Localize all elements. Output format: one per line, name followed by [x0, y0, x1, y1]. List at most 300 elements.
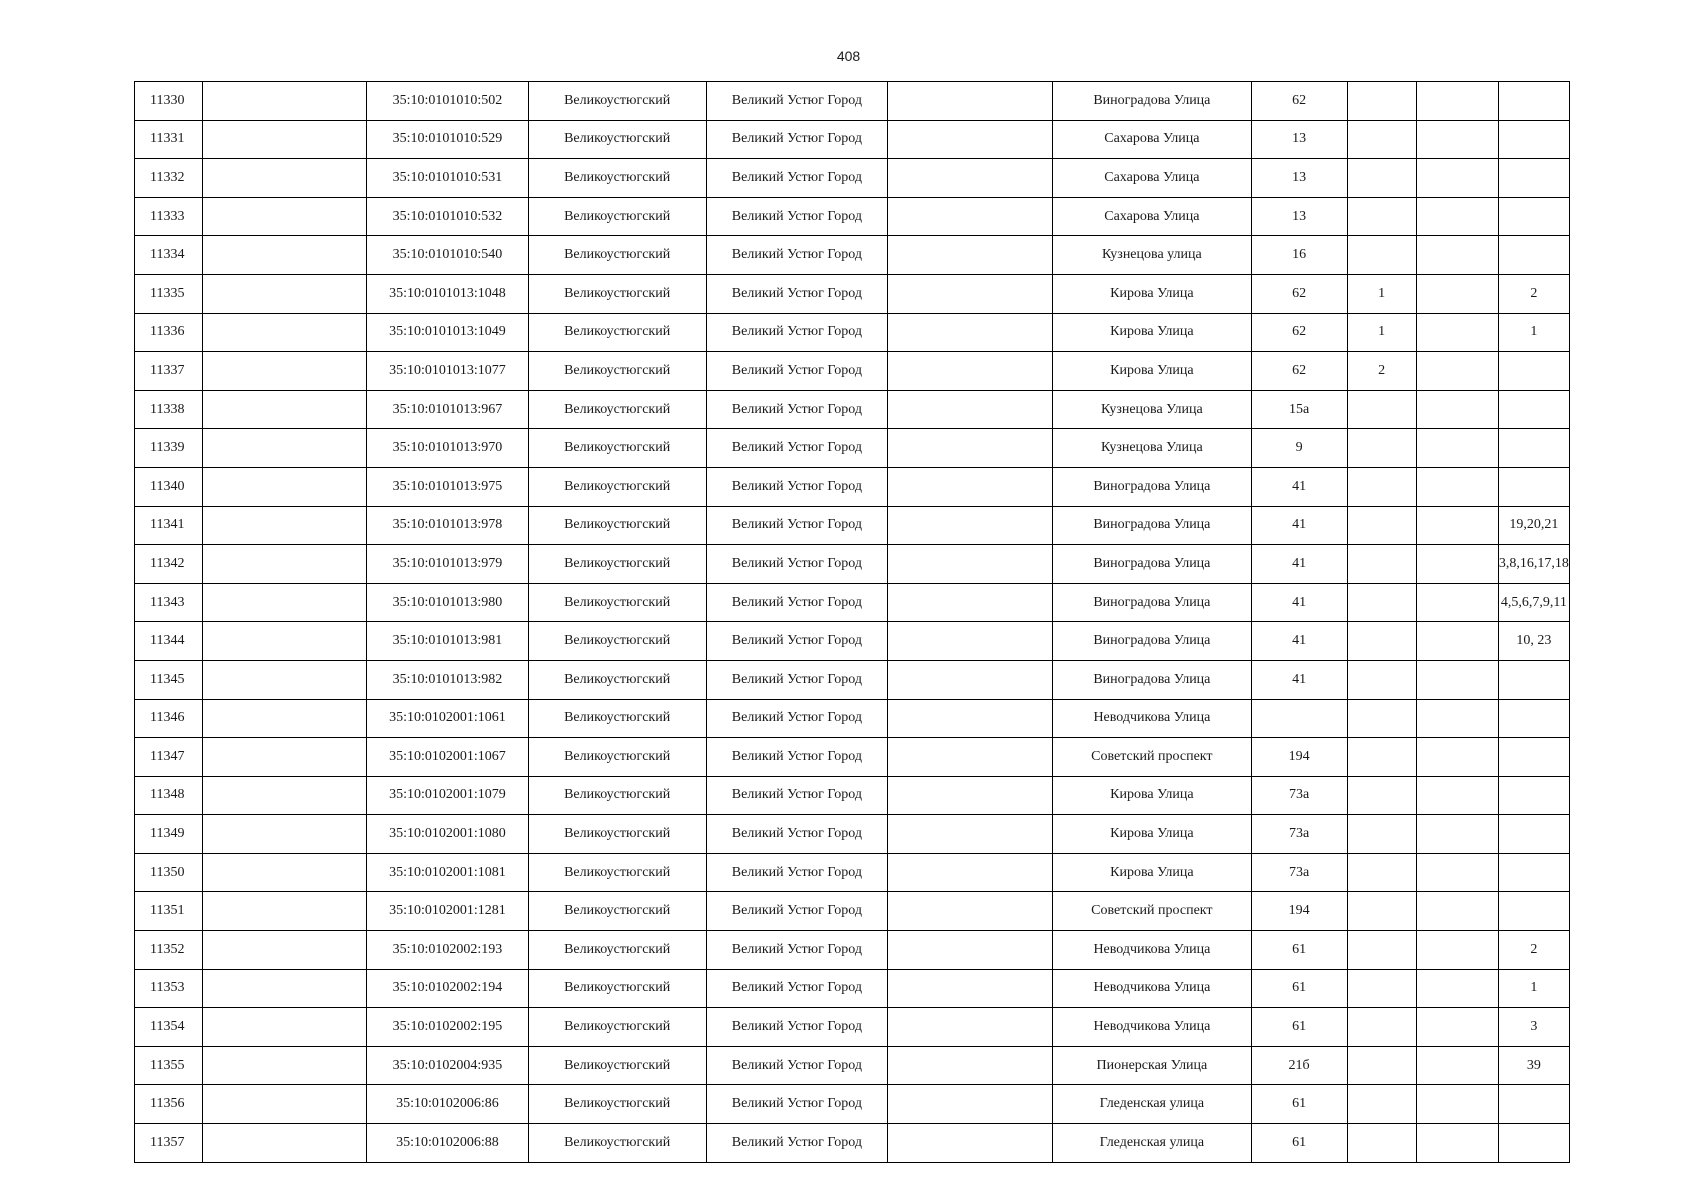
blank-cell: [203, 853, 367, 892]
table-row: [135, 776, 1570, 815]
building-cell: [1347, 969, 1416, 1008]
blank-cell: [203, 776, 367, 815]
building-cell: [1347, 815, 1416, 854]
blank-cell: [888, 892, 1053, 931]
cadastral-number-cell: 35:10:0102006:88: [367, 1124, 528, 1163]
district-cell: Великоустюгский: [528, 506, 706, 545]
cadastral-number-cell: 35:10:0102001:1079: [367, 776, 528, 815]
record-number-cell: 11351: [135, 892, 203, 931]
house-number-cell: 15а: [1251, 390, 1347, 429]
blank-cell: [1416, 892, 1498, 931]
record-number-cell: 11335: [135, 274, 203, 313]
district-cell: Великоустюгский: [528, 660, 706, 699]
apartment-cell: 1: [1498, 969, 1569, 1008]
district-cell: Великоустюгский: [528, 1124, 706, 1163]
blank-cell: [888, 159, 1053, 198]
table-row: [135, 622, 1570, 661]
blank-cell: [203, 815, 367, 854]
settlement-cell: Великий Устюг Город: [706, 313, 887, 352]
blank-cell: [1416, 583, 1498, 622]
table-row: [135, 969, 1570, 1008]
blank-cell: [203, 159, 367, 198]
settlement-cell: Великий Устюг Город: [706, 969, 887, 1008]
district-cell: Великоустюгский: [528, 1085, 706, 1124]
district-cell: Великоустюгский: [528, 313, 706, 352]
record-number-cell: 11340: [135, 467, 203, 506]
building-cell: [1347, 892, 1416, 931]
building-cell: [1347, 738, 1416, 777]
street-cell: Виноградова Улица: [1053, 660, 1251, 699]
apartment-cell: [1498, 120, 1569, 159]
table-row: [135, 1008, 1570, 1047]
building-cell: [1347, 467, 1416, 506]
street-cell: Кузнецова Улица: [1053, 390, 1251, 429]
house-number-cell: 62: [1251, 352, 1347, 391]
blank-cell: [203, 931, 367, 970]
blank-cell: [203, 660, 367, 699]
record-number-cell: 11334: [135, 236, 203, 275]
building-cell: [1347, 622, 1416, 661]
table-row: [135, 1046, 1570, 1085]
cadastral-number-cell: 35:10:0102001:1061: [367, 699, 528, 738]
blank-cell: [1416, 622, 1498, 661]
record-number-cell: 11332: [135, 159, 203, 198]
street-cell: Виноградова Улица: [1053, 622, 1251, 661]
table-row: [135, 390, 1570, 429]
apartment-cell: 4,5,6,7,9,11: [1498, 583, 1569, 622]
blank-cell: [1416, 82, 1498, 121]
house-number-cell: 194: [1251, 738, 1347, 777]
settlement-cell: Великий Устюг Город: [706, 1124, 887, 1163]
house-number-cell: 73а: [1251, 853, 1347, 892]
street-cell: Кирова Улица: [1053, 352, 1251, 391]
building-cell: [1347, 236, 1416, 275]
building-cell: [1347, 120, 1416, 159]
building-cell: [1347, 699, 1416, 738]
house-number-cell: 13: [1251, 120, 1347, 159]
blank-cell: [888, 1124, 1053, 1163]
settlement-cell: Великий Устюг Город: [706, 197, 887, 236]
record-number-cell: 11338: [135, 390, 203, 429]
settlement-cell: Великий Устюг Город: [706, 853, 887, 892]
house-number-cell: 62: [1251, 313, 1347, 352]
district-cell: Великоустюгский: [528, 159, 706, 198]
table-row: [135, 120, 1570, 159]
building-cell: 2: [1347, 352, 1416, 391]
district-cell: Великоустюгский: [528, 1008, 706, 1047]
table-row: [135, 506, 1570, 545]
record-number-cell: 11348: [135, 776, 203, 815]
district-cell: Великоустюгский: [528, 82, 706, 121]
building-cell: [1347, 545, 1416, 584]
record-number-cell: 11333: [135, 197, 203, 236]
blank-cell: [203, 429, 367, 468]
blank-cell: [888, 429, 1053, 468]
table-row: [135, 660, 1570, 699]
street-cell: Гледенская улица: [1053, 1085, 1251, 1124]
apartment-cell: [1498, 197, 1569, 236]
blank-cell: [1416, 236, 1498, 275]
blank-cell: [203, 699, 367, 738]
table-row: [135, 738, 1570, 777]
apartment-cell: [1498, 1085, 1569, 1124]
table-row: [135, 545, 1570, 584]
blank-cell: [203, 583, 367, 622]
apartment-cell: [1498, 429, 1569, 468]
blank-cell: [203, 467, 367, 506]
settlement-cell: Великий Устюг Город: [706, 583, 887, 622]
registry-table: [134, 81, 1570, 1163]
settlement-cell: Великий Устюг Город: [706, 1008, 887, 1047]
settlement-cell: Великий Устюг Город: [706, 931, 887, 970]
blank-cell: [203, 352, 367, 391]
district-cell: Великоустюгский: [528, 815, 706, 854]
table-row: [135, 1124, 1570, 1163]
street-cell: Кузнецова улица: [1053, 236, 1251, 275]
cadastral-number-cell: 35:10:0101010:531: [367, 159, 528, 198]
house-number-cell: 21б: [1251, 1046, 1347, 1085]
district-cell: Великоустюгский: [528, 622, 706, 661]
cadastral-number-cell: 35:10:0102004:935: [367, 1046, 528, 1085]
district-cell: Великоустюгский: [528, 969, 706, 1008]
settlement-cell: Великий Устюг Город: [706, 738, 887, 777]
district-cell: Великоустюгский: [528, 931, 706, 970]
blank-cell: [1416, 1008, 1498, 1047]
blank-cell: [1416, 660, 1498, 699]
record-number-cell: 11354: [135, 1008, 203, 1047]
blank-cell: [888, 1046, 1053, 1085]
settlement-cell: Великий Устюг Город: [706, 274, 887, 313]
cadastral-number-cell: 35:10:0102002:194: [367, 969, 528, 1008]
district-cell: Великоустюгский: [528, 583, 706, 622]
blank-cell: [888, 853, 1053, 892]
street-cell: Неводчикова Улица: [1053, 969, 1251, 1008]
district-cell: Великоустюгский: [528, 352, 706, 391]
table-row: [135, 699, 1570, 738]
record-number-cell: 11346: [135, 699, 203, 738]
blank-cell: [203, 274, 367, 313]
apartment-cell: [1498, 815, 1569, 854]
street-cell: Сахарова Улица: [1053, 159, 1251, 198]
blank-cell: [888, 1085, 1053, 1124]
blank-cell: [888, 197, 1053, 236]
street-cell: Виноградова Улица: [1053, 506, 1251, 545]
blank-cell: [203, 969, 367, 1008]
record-number-cell: 11345: [135, 660, 203, 699]
apartment-cell: [1498, 699, 1569, 738]
blank-cell: [1416, 699, 1498, 738]
table-row: [135, 815, 1570, 854]
cadastral-number-cell: 35:10:0101013:975: [367, 467, 528, 506]
blank-cell: [1416, 197, 1498, 236]
house-number-cell: 62: [1251, 274, 1347, 313]
district-cell: Великоустюгский: [528, 236, 706, 275]
cadastral-number-cell: 35:10:0101013:978: [367, 506, 528, 545]
house-number-cell: 9: [1251, 429, 1347, 468]
house-number-cell: 41: [1251, 583, 1347, 622]
blank-cell: [888, 622, 1053, 661]
apartment-cell: [1498, 738, 1569, 777]
blank-cell: [203, 82, 367, 121]
apartment-cell: 2: [1498, 931, 1569, 970]
cadastral-number-cell: 35:10:0102001:1281: [367, 892, 528, 931]
cadastral-number-cell: 35:10:0102001:1081: [367, 853, 528, 892]
district-cell: Великоустюгский: [528, 429, 706, 468]
settlement-cell: Великий Устюг Город: [706, 120, 887, 159]
table-row: [135, 236, 1570, 275]
house-number-cell: 16: [1251, 236, 1347, 275]
cadastral-number-cell: 35:10:0101013:979: [367, 545, 528, 584]
district-cell: Великоустюгский: [528, 390, 706, 429]
cadastral-number-cell: 35:10:0101010:540: [367, 236, 528, 275]
table-row: [135, 159, 1570, 198]
blank-cell: [888, 82, 1053, 121]
cadastral-number-cell: 35:10:0101013:1049: [367, 313, 528, 352]
street-cell: Неводчикова Улица: [1053, 931, 1251, 970]
apartment-cell: [1498, 236, 1569, 275]
table-row: [135, 352, 1570, 391]
street-cell: Советский проспект: [1053, 892, 1251, 931]
blank-cell: [888, 969, 1053, 1008]
blank-cell: [888, 699, 1053, 738]
blank-cell: [1416, 390, 1498, 429]
blank-cell: [1416, 776, 1498, 815]
record-number-cell: 11330: [135, 82, 203, 121]
house-number-cell: 62: [1251, 82, 1347, 121]
cadastral-number-cell: 35:10:0101013:1048: [367, 274, 528, 313]
street-cell: Сахарова Улица: [1053, 120, 1251, 159]
apartment-cell: [1498, 467, 1569, 506]
record-number-cell: 11355: [135, 1046, 203, 1085]
record-number-cell: 11357: [135, 1124, 203, 1163]
apartment-cell: 1: [1498, 313, 1569, 352]
table-row: [135, 429, 1570, 468]
cadastral-number-cell: 35:10:0101010:529: [367, 120, 528, 159]
cadastral-number-cell: 35:10:0102001:1080: [367, 815, 528, 854]
cadastral-number-cell: 35:10:0102006:86: [367, 1085, 528, 1124]
record-number-cell: 11337: [135, 352, 203, 391]
blank-cell: [1416, 274, 1498, 313]
settlement-cell: Великий Устюг Город: [706, 776, 887, 815]
blank-cell: [1416, 931, 1498, 970]
record-number-cell: 11349: [135, 815, 203, 854]
settlement-cell: Великий Устюг Город: [706, 159, 887, 198]
cadastral-number-cell: 35:10:0102001:1067: [367, 738, 528, 777]
house-number-cell: 61: [1251, 969, 1347, 1008]
settlement-cell: Великий Устюг Город: [706, 429, 887, 468]
building-cell: [1347, 390, 1416, 429]
apartment-cell: 10, 23: [1498, 622, 1569, 661]
building-cell: 1: [1347, 274, 1416, 313]
blank-cell: [888, 313, 1053, 352]
building-cell: [1347, 1008, 1416, 1047]
blank-cell: [1416, 853, 1498, 892]
district-cell: Великоустюгский: [528, 274, 706, 313]
blank-cell: [888, 274, 1053, 313]
blank-cell: [888, 583, 1053, 622]
street-cell: Кирова Улица: [1053, 776, 1251, 815]
blank-cell: [203, 738, 367, 777]
table-row: [135, 853, 1570, 892]
building-cell: [1347, 159, 1416, 198]
district-cell: Великоустюгский: [528, 120, 706, 159]
apartment-cell: [1498, 352, 1569, 391]
registry-body: [135, 82, 1570, 1163]
record-number-cell: 11336: [135, 313, 203, 352]
house-number-cell: 41: [1251, 506, 1347, 545]
apartment-cell: [1498, 776, 1569, 815]
settlement-cell: Великий Устюг Город: [706, 545, 887, 584]
blank-cell: [888, 660, 1053, 699]
record-number-cell: 11356: [135, 1085, 203, 1124]
street-cell: Кирова Улица: [1053, 274, 1251, 313]
record-number-cell: 11352: [135, 931, 203, 970]
page-number: 408: [836, 48, 861, 64]
settlement-cell: Великий Устюг Город: [706, 699, 887, 738]
apartment-cell: [1498, 159, 1569, 198]
table-row: [135, 931, 1570, 970]
cadastral-number-cell: 35:10:0102002:195: [367, 1008, 528, 1047]
blank-cell: [888, 738, 1053, 777]
cadastral-number-cell: 35:10:0101013:1077: [367, 352, 528, 391]
blank-cell: [1416, 429, 1498, 468]
building-cell: [1347, 776, 1416, 815]
building-cell: [1347, 1046, 1416, 1085]
settlement-cell: Великий Устюг Город: [706, 236, 887, 275]
apartment-cell: 39: [1498, 1046, 1569, 1085]
building-cell: [1347, 931, 1416, 970]
house-number-cell: 61: [1251, 931, 1347, 970]
blank-cell: [1416, 159, 1498, 198]
blank-cell: [888, 815, 1053, 854]
blank-cell: [888, 120, 1053, 159]
record-number-cell: 11331: [135, 120, 203, 159]
blank-cell: [203, 197, 367, 236]
apartment-cell: 3,8,16,17,18: [1498, 545, 1569, 584]
district-cell: Великоустюгский: [528, 197, 706, 236]
table-row: [135, 197, 1570, 236]
street-cell: Виноградова Улица: [1053, 467, 1251, 506]
record-number-cell: 11342: [135, 545, 203, 584]
street-cell: Кирова Улица: [1053, 313, 1251, 352]
street-cell: Виноградова Улица: [1053, 82, 1251, 121]
settlement-cell: Великий Устюг Город: [706, 622, 887, 661]
district-cell: Великоустюгский: [528, 1046, 706, 1085]
street-cell: Кирова Улица: [1053, 815, 1251, 854]
street-cell: Кирова Улица: [1053, 853, 1251, 892]
cadastral-number-cell: 35:10:0102002:193: [367, 931, 528, 970]
record-number-cell: 11339: [135, 429, 203, 468]
cadastral-number-cell: 35:10:0101013:980: [367, 583, 528, 622]
apartment-cell: [1498, 390, 1569, 429]
blank-cell: [888, 506, 1053, 545]
blank-cell: [1416, 545, 1498, 584]
street-cell: Виноградова Улица: [1053, 583, 1251, 622]
district-cell: Великоустюгский: [528, 467, 706, 506]
apartment-cell: [1498, 1124, 1569, 1163]
house-number-cell: 13: [1251, 159, 1347, 198]
house-number-cell: 41: [1251, 467, 1347, 506]
cadastral-number-cell: 35:10:0101010:502: [367, 82, 528, 121]
building-cell: [1347, 583, 1416, 622]
house-number-cell: 41: [1251, 545, 1347, 584]
table-row: [135, 82, 1570, 121]
settlement-cell: Великий Устюг Город: [706, 1085, 887, 1124]
settlement-cell: Великий Устюг Город: [706, 467, 887, 506]
record-number-cell: 11344: [135, 622, 203, 661]
apartment-cell: 2: [1498, 274, 1569, 313]
cadastral-number-cell: 35:10:0101010:532: [367, 197, 528, 236]
blank-cell: [203, 622, 367, 661]
settlement-cell: Великий Устюг Город: [706, 390, 887, 429]
house-number-cell: 194: [1251, 892, 1347, 931]
building-cell: [1347, 853, 1416, 892]
district-cell: Великоустюгский: [528, 776, 706, 815]
building-cell: [1347, 197, 1416, 236]
settlement-cell: Великий Устюг Город: [706, 815, 887, 854]
settlement-cell: Великий Устюг Город: [706, 82, 887, 121]
blank-cell: [888, 931, 1053, 970]
settlement-cell: Великий Устюг Город: [706, 892, 887, 931]
building-cell: [1347, 82, 1416, 121]
blank-cell: [1416, 815, 1498, 854]
district-cell: Великоустюгский: [528, 738, 706, 777]
street-cell: Пионерская Улица: [1053, 1046, 1251, 1085]
street-cell: Неводчикова Улица: [1053, 699, 1251, 738]
cadastral-number-cell: 35:10:0101013:967: [367, 390, 528, 429]
blank-cell: [1416, 969, 1498, 1008]
blank-cell: [1416, 120, 1498, 159]
house-number-cell: 73а: [1251, 776, 1347, 815]
house-number-cell: 61: [1251, 1124, 1347, 1163]
record-number-cell: 11347: [135, 738, 203, 777]
table-row: [135, 313, 1570, 352]
building-cell: [1347, 1124, 1416, 1163]
house-number-cell: [1251, 699, 1347, 738]
blank-cell: [203, 1085, 367, 1124]
blank-cell: [203, 120, 367, 159]
house-number-cell: 41: [1251, 622, 1347, 661]
apartment-cell: [1498, 82, 1569, 121]
apartment-cell: [1498, 660, 1569, 699]
record-number-cell: 11341: [135, 506, 203, 545]
table-row: [135, 892, 1570, 931]
house-number-cell: 61: [1251, 1008, 1347, 1047]
district-cell: Великоустюгский: [528, 892, 706, 931]
blank-cell: [1416, 738, 1498, 777]
cadastral-number-cell: 35:10:0101013:981: [367, 622, 528, 661]
blank-cell: [203, 892, 367, 931]
blank-cell: [1416, 313, 1498, 352]
blank-cell: [203, 313, 367, 352]
apartment-cell: [1498, 892, 1569, 931]
blank-cell: [203, 545, 367, 584]
building-cell: [1347, 1085, 1416, 1124]
blank-cell: [1416, 467, 1498, 506]
blank-cell: [1416, 1124, 1498, 1163]
house-number-cell: 41: [1251, 660, 1347, 699]
blank-cell: [203, 236, 367, 275]
cadastral-number-cell: 35:10:0101013:982: [367, 660, 528, 699]
blank-cell: [1416, 352, 1498, 391]
street-cell: Неводчикова Улица: [1053, 1008, 1251, 1047]
apartment-cell: 3: [1498, 1008, 1569, 1047]
settlement-cell: Великий Устюг Город: [706, 660, 887, 699]
building-cell: [1347, 660, 1416, 699]
settlement-cell: Великий Устюг Город: [706, 506, 887, 545]
table-row: [135, 1085, 1570, 1124]
blank-cell: [888, 776, 1053, 815]
